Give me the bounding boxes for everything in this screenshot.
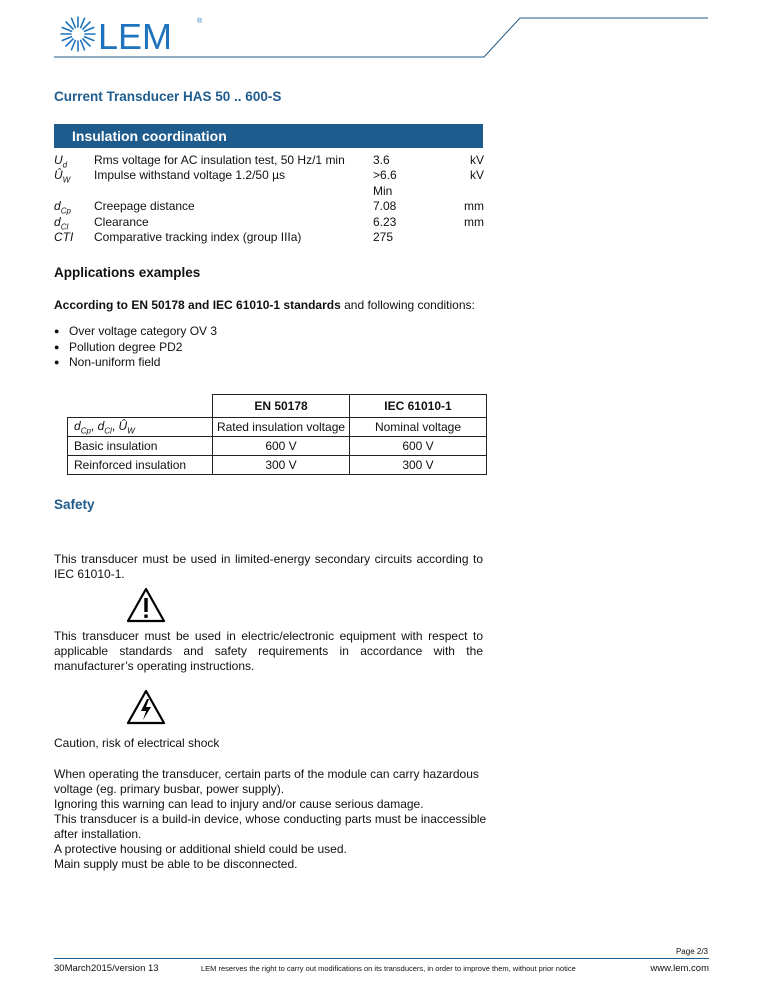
table-cell: 600 V xyxy=(350,437,487,456)
conditions-list xyxy=(54,324,217,371)
insulation-row xyxy=(54,230,484,246)
safety-heading: Safety xyxy=(54,497,95,512)
insulation-row xyxy=(54,168,484,184)
note-line: after installation. xyxy=(54,827,142,841)
safety-notes xyxy=(54,767,494,872)
table-header-iec: IEC 61010-1 xyxy=(350,395,487,418)
page-number: Page 2/3 xyxy=(675,947,708,956)
table-cell: Basic insulation xyxy=(68,437,213,456)
row-value: >6.6 xyxy=(373,168,397,182)
row-unit: mm xyxy=(464,215,484,229)
row-description: Rms voltage for AC insulation test, 50 Hz/1 min xyxy=(94,153,345,167)
note-line: Ignoring this warning can lead to injury and/or cause serious damage. xyxy=(54,797,424,811)
safety-paragraph-2: This transducer must be used in electric/electronic equipment with respect to applicable standards and safety requirements in accordance with the manufacturer’s operating instructions. xyxy=(54,629,483,673)
row-value: 3.6 xyxy=(373,153,390,167)
table-cell: 600 V xyxy=(213,437,350,456)
standards-table xyxy=(67,394,487,475)
row-description: Comparative tracking index (group IIIa) xyxy=(94,230,302,244)
note-line: This transducer is a build-in device, whose conducting parts must be inaccessible xyxy=(54,812,487,826)
row-description: Clearance xyxy=(94,215,149,229)
table-cell: Rated insulation voltage xyxy=(213,418,350,437)
footer-divider xyxy=(54,958,709,959)
row-symbol: $d_{Cl}$ xyxy=(54,215,69,232)
row-symbol: $U_d$ xyxy=(54,153,68,170)
standards-bold: According to EN 50178 and IEC 61010-1 standards xyxy=(54,298,341,312)
caution-text: Caution, risk of electrical shock xyxy=(54,736,220,750)
page-title: Current Transducer HAS 50 .. 600-S xyxy=(54,89,282,104)
warning-icon xyxy=(126,587,166,623)
row-value: 7.08 xyxy=(373,199,397,213)
footer-date: 30March2015/version 13 xyxy=(54,963,159,974)
row-description: Creepage distance xyxy=(94,199,195,213)
table-cell: 300 V xyxy=(350,456,487,475)
table-row xyxy=(68,418,487,437)
standards-rest: and following conditions: xyxy=(340,298,475,312)
row-value: 6.23 xyxy=(373,215,397,229)
insulation-row-cont xyxy=(54,184,484,200)
standards-line xyxy=(54,298,475,312)
table-row xyxy=(68,456,487,475)
row-description: Impulse withstand voltage 1.2/50 µs xyxy=(94,168,286,182)
footer-notice: LEM reserves the right to carry out modifications on its transducers, in order to improve them, without prior notice xyxy=(201,964,576,973)
table-row xyxy=(68,437,487,456)
table-cell: Reinforced insulation xyxy=(68,456,213,475)
note-line: A protective housing or additional shield could be used. xyxy=(54,842,347,856)
sunburst-icon xyxy=(58,14,98,54)
note-line: When operating the transducer, certain parts of the module can carry hazardous xyxy=(54,767,479,781)
list-item: ● Non-uniform field xyxy=(54,355,217,371)
table-symbols-cell: $d_{Cp}$, $d_{Cl}$, $Û_W$ xyxy=(68,418,213,437)
note-line: voltage (eg. primary busbar, power supply). xyxy=(54,782,285,796)
row-value-min: Min xyxy=(373,184,393,198)
list-item: ● Pollution degree PD2 xyxy=(54,340,217,356)
row-symbol: CTI xyxy=(54,230,74,244)
table-cell: Nominal voltage xyxy=(350,418,487,437)
row-symbol: $Û_W$ xyxy=(54,168,71,185)
row-symbol: $d_{Cp}$ xyxy=(54,199,71,216)
registered-mark: ® xyxy=(197,18,203,25)
row-value: 275 xyxy=(373,230,394,244)
table-corner xyxy=(68,395,213,418)
row-unit: kV xyxy=(469,153,484,167)
applications-heading: Applications examples xyxy=(54,265,201,280)
table-cell: 300 V xyxy=(213,456,350,475)
table-header-en: EN 50178 xyxy=(213,395,350,418)
footer-url[interactable]: www.lem.com xyxy=(650,963,709,974)
lem-logo xyxy=(58,14,218,58)
insulation-heading: Insulation coordination xyxy=(72,128,227,144)
note-line: Main supply must be able to be disconnected. xyxy=(54,857,298,871)
insulation-row xyxy=(54,199,484,215)
electric-shock-icon xyxy=(126,689,166,725)
table-header-row xyxy=(68,395,487,418)
insulation-heading-bar xyxy=(54,124,483,148)
insulation-row xyxy=(54,215,484,231)
logo-text: LEM xyxy=(98,16,173,57)
insulation-row xyxy=(54,153,484,169)
safety-paragraph-1: This transducer must be used in limited-energy secondary circuits according to IEC 61010-1. xyxy=(54,552,483,581)
list-item: ● Over voltage category OV 3 xyxy=(54,324,217,340)
row-unit: kV xyxy=(469,168,484,182)
row-unit: mm xyxy=(464,199,484,213)
